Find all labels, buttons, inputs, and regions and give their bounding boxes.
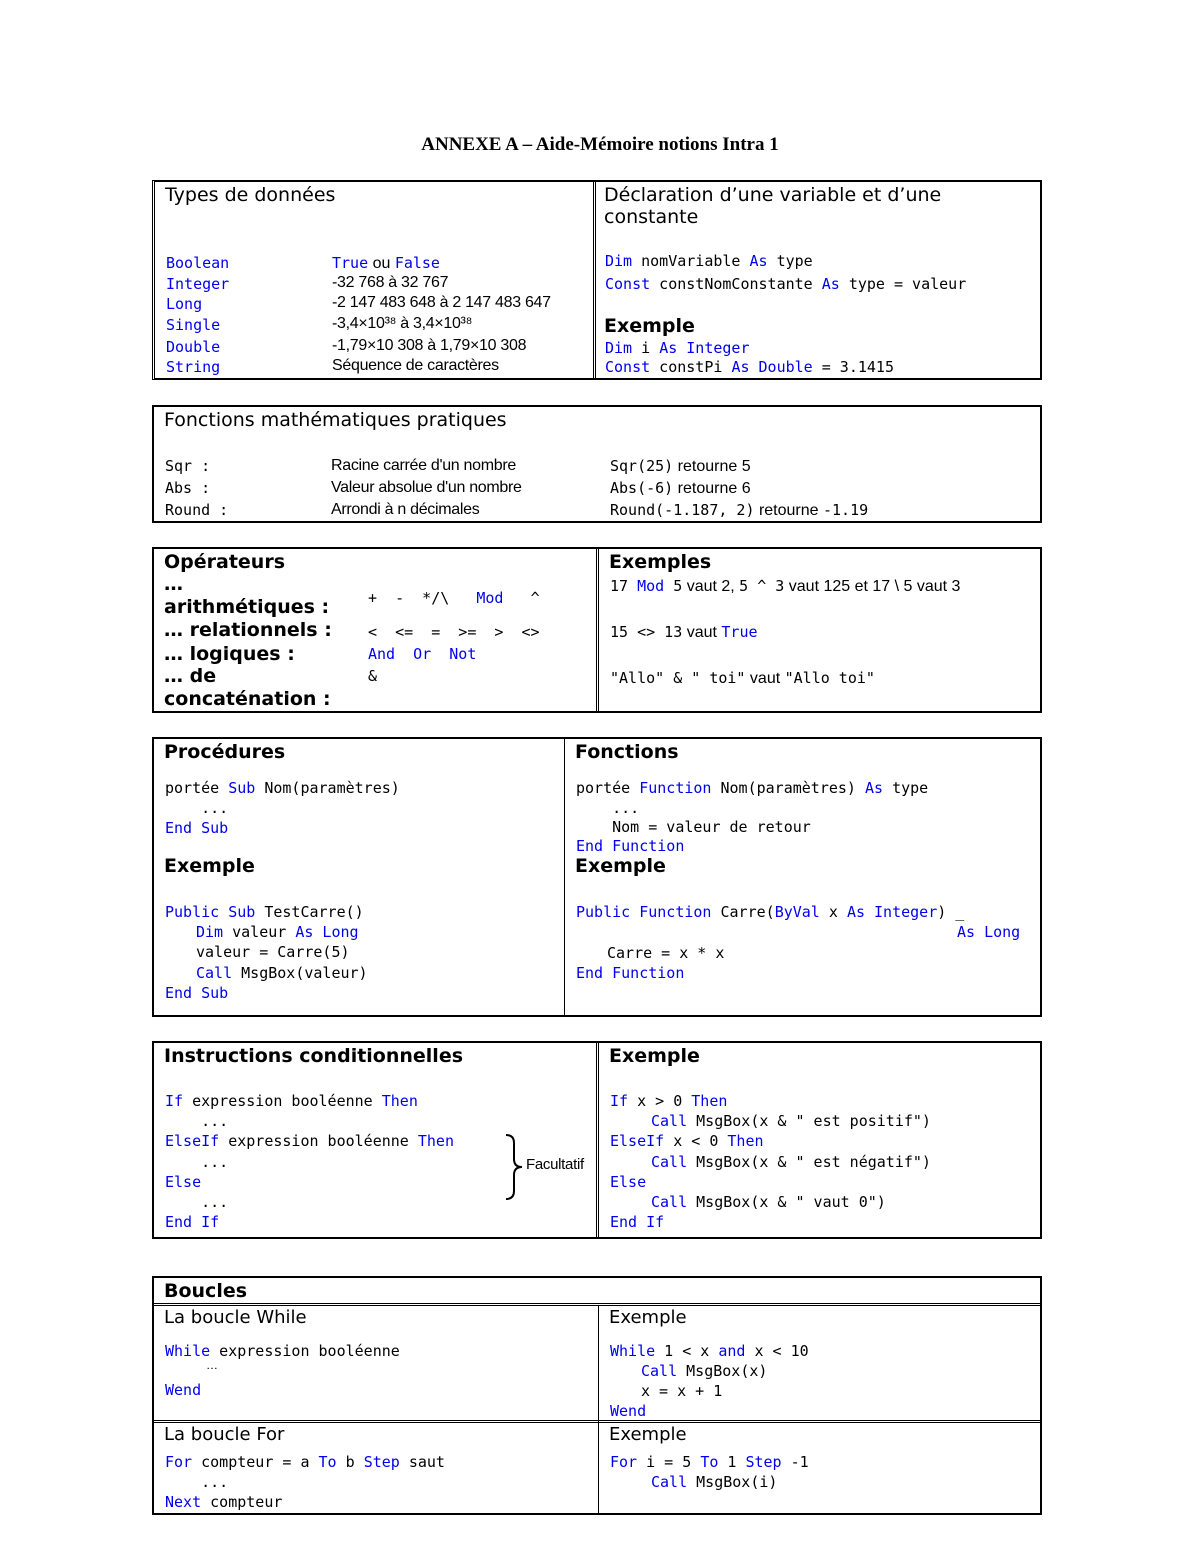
- operators-example-3: "Allo" & " toi" vaut "Allo toi": [610, 669, 875, 687]
- while-syntax: While expression booléenne: [165, 1342, 400, 1360]
- while-example-line: Wend: [610, 1402, 647, 1420]
- math-desc: Arrondi à n décimales: [331, 501, 480, 518]
- types-declaration-box: [152, 180, 1042, 380]
- while-body: …: [206, 1358, 218, 1372]
- type-name: Double: [166, 338, 221, 356]
- sub-example-line: Dim valeur As Long: [196, 923, 359, 941]
- else-keyword: Else: [165, 1173, 202, 1191]
- function-example-line: Carre = x * x: [607, 944, 725, 962]
- functions-heading: Fonctions: [575, 741, 679, 763]
- functions-example-heading: Exemple: [575, 855, 666, 877]
- math-example: Round(-1.187, 2) retourne -1.19: [610, 501, 869, 519]
- operators-heading: Opérateurs: [164, 551, 286, 573]
- conditionals-example-heading: Exemple: [609, 1045, 700, 1067]
- math-heading: Fonctions mathématiques pratiques: [164, 409, 507, 431]
- procedures-example-heading: Exemple: [164, 855, 255, 877]
- function-body: ...: [576, 799, 640, 817]
- relational-operators: < <= = >= > <>: [368, 623, 540, 641]
- facultatif-label: Facultatif: [526, 1156, 584, 1173]
- cond-example-line: If x > 0 Then: [610, 1092, 728, 1110]
- procedures-heading: Procédures: [164, 741, 286, 763]
- operators-label: arithmétiques :: [164, 596, 330, 618]
- const-example: Const constPi As Double = 3.1415: [605, 358, 894, 376]
- type-name: Single: [166, 316, 221, 334]
- math-example: Abs(-6) retourne 6: [610, 479, 751, 497]
- while-example-line: x = x + 1: [641, 1382, 723, 1400]
- brace-icon: [504, 1133, 524, 1201]
- function-example-line: End Function: [576, 964, 685, 982]
- operators-example-2: 15 <> 13 vaut True: [610, 623, 758, 641]
- sub-example-line: End Sub: [165, 984, 229, 1002]
- type-range: Séquence de caractères: [332, 357, 499, 374]
- cond-example-line: ElseIf x < 0 Then: [610, 1132, 764, 1150]
- while-example-line: Call MsgBox(x): [641, 1362, 768, 1380]
- cond-example-line: Call MsgBox(x & " vaut 0"): [651, 1193, 886, 1211]
- type-name: String: [166, 358, 221, 376]
- loops-heading: Boucles: [164, 1280, 248, 1302]
- procedures-functions-box: [152, 737, 1042, 1017]
- elseif-syntax: ElseIf expression booléenne Then: [165, 1132, 454, 1150]
- type-range: -3,4×10³⁸ à 3,4×10³⁸: [332, 315, 473, 332]
- else-body: ...: [165, 1193, 229, 1211]
- sub-body: ...: [165, 799, 229, 817]
- declaration-heading-line2: constante: [604, 206, 699, 228]
- endif-keyword: End If: [165, 1213, 220, 1231]
- for-heading: La boucle For: [164, 1424, 285, 1445]
- conditionals-heading: Instructions conditionnelles: [164, 1045, 464, 1067]
- math-fn: Abs :: [165, 479, 211, 497]
- cond-example-line: End If: [610, 1213, 665, 1231]
- cond-example-line: Call MsgBox(x & " est positif"): [651, 1112, 931, 1130]
- for-example-line: Call MsgBox(i): [651, 1473, 778, 1491]
- type-name: Integer: [166, 275, 230, 293]
- function-syntax: portée Function Nom(paramètres) As type: [576, 779, 929, 797]
- for-example-heading: Exemple: [609, 1424, 687, 1445]
- concat-operator: &: [368, 667, 378, 685]
- type-range: -32 768 à 32 767: [332, 274, 449, 291]
- type-range: -1,79×10 308 à 1,79×10 308: [332, 337, 527, 354]
- wend-keyword: Wend: [165, 1381, 202, 1399]
- operators-label: … logiques :: [164, 643, 295, 665]
- declaration-heading-line1: Déclaration d’une variable et d’une: [604, 184, 942, 206]
- dim-syntax: Dim nomVariable As type: [605, 252, 813, 270]
- function-body: Nom = valeur de retour: [576, 818, 811, 836]
- sub-example-line: Call MsgBox(valeur): [196, 964, 368, 982]
- operators-label: … relationnels :: [164, 619, 332, 641]
- sub-syntax: portée Sub Nom(paramètres): [165, 779, 400, 797]
- loops-box: [152, 1276, 1042, 1515]
- math-desc: Racine carrée d'un nombre: [331, 457, 516, 474]
- function-example-line: As Long: [957, 923, 1021, 941]
- logical-operators: And Or Not: [368, 645, 477, 663]
- for-example-line: For i = 5 To 1 Step -1: [610, 1453, 809, 1471]
- types-heading: Types de données: [165, 184, 336, 206]
- operators-box: [152, 547, 1042, 713]
- operators-label: … de: [164, 665, 217, 687]
- cond-example-line: Call MsgBox(x & " est négatif"): [651, 1153, 931, 1171]
- type-name: Boolean: [166, 254, 230, 272]
- elseif-body: ...: [165, 1153, 229, 1171]
- while-heading: La boucle While: [164, 1307, 307, 1328]
- while-example-heading: Exemple: [609, 1307, 687, 1328]
- operators-label: …: [164, 573, 183, 595]
- operators-label: concaténation :: [164, 688, 331, 710]
- type-range: -2 147 483 648 à 2 147 483 647: [332, 294, 551, 311]
- sub-end: End Sub: [165, 819, 229, 837]
- type-name: Long: [166, 295, 203, 313]
- page-title: ANNEXE A – Aide-Mémoire notions Intra 1: [421, 134, 779, 155]
- if-body: ...: [165, 1112, 229, 1130]
- const-syntax: Const constNomConstante As type = valeur: [605, 275, 967, 293]
- conditionals-box: [152, 1041, 1042, 1239]
- sub-example-line: valeur = Carre(5): [196, 943, 350, 961]
- function-example-line: Public Function Carre(ByVal x As Integer) _: [576, 903, 965, 921]
- math-example: Sqr(25) retourne 5: [610, 457, 751, 475]
- math-fn: Sqr :: [165, 457, 211, 475]
- math-desc: Valeur absolue d'un nombre: [331, 479, 522, 496]
- if-syntax: If expression booléenne Then: [165, 1092, 418, 1110]
- math-functions-box: [152, 405, 1042, 523]
- operators-example-heading: Exemples: [609, 551, 712, 573]
- type-range: True ou False: [332, 254, 440, 272]
- arith-operators: + - */\ Mod ^: [368, 589, 540, 607]
- while-example-line: While 1 < x and x < 10: [610, 1342, 809, 1360]
- for-body: ...: [165, 1473, 229, 1491]
- cond-example-line: Else: [610, 1173, 647, 1191]
- operators-example-1: 17 Mod 5 vaut 2, 5 ^ 3 vaut 125 et 17 \ 5 vaut 3: [610, 577, 961, 595]
- dim-example: Dim i As Integer: [605, 339, 750, 357]
- sub-example-line: Public Sub TestCarre(): [165, 903, 364, 921]
- function-end: End Function: [576, 837, 685, 855]
- declaration-example-heading: Exemple: [604, 315, 695, 337]
- math-fn: Round :: [165, 501, 229, 519]
- for-syntax: For compteur = a To b Step saut: [165, 1453, 445, 1471]
- next-line: Next compteur: [165, 1493, 283, 1511]
